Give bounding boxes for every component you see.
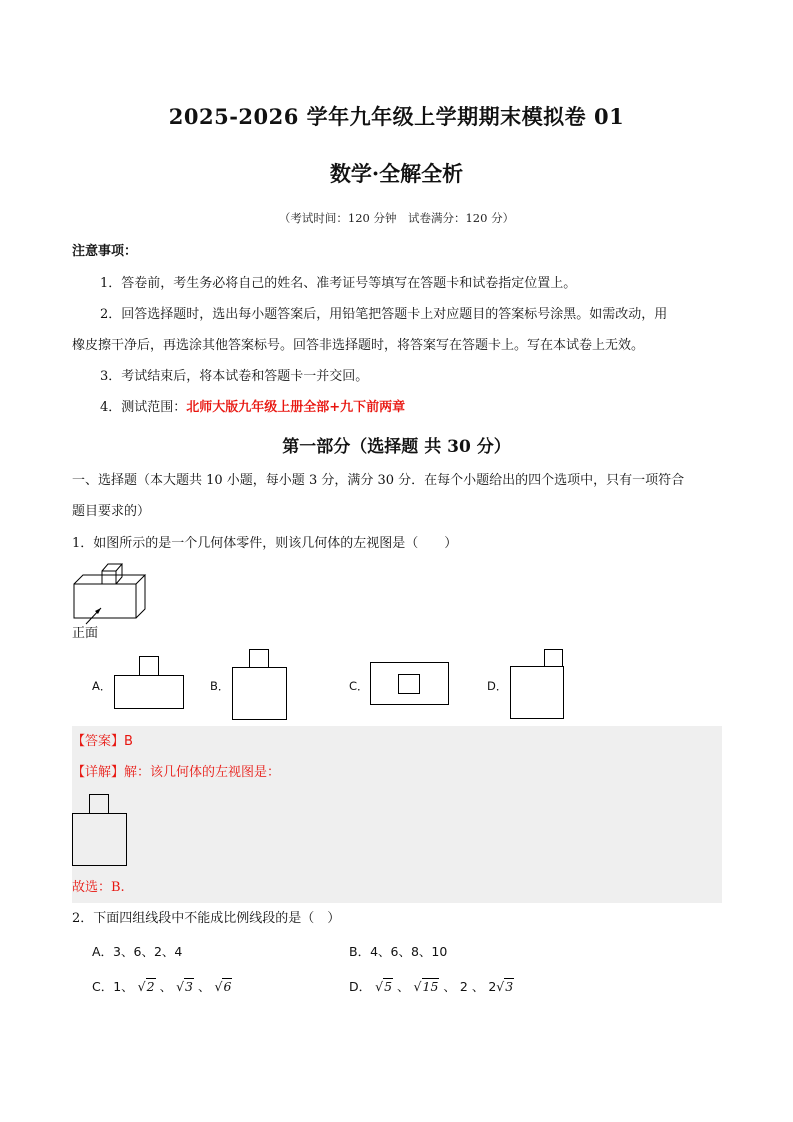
test-range: 北师大版九年级上册全部+九下前两章 [186, 400, 406, 415]
question-2-option-a: A．3、6、2、4 [92, 944, 183, 959]
sqrt-5: √5 [375, 979, 393, 994]
detail-text: 解：该几何体的左视图是： [124, 765, 281, 780]
note-item-4 [100, 398, 405, 418]
option-c-label: C． [349, 679, 369, 693]
answer-figure-base-square [72, 813, 127, 866]
section-title: 第一部分（选择题 共 30 分） [282, 437, 511, 457]
option-a-label: A． [92, 679, 112, 693]
section-instruction-line-1: 一、选择题（本大题共 10 小题，每小题 3 分，满分 30 分．在每个小题给出的四个选项中，只有一项符合 [72, 473, 685, 488]
option-a-top-square [139, 656, 159, 676]
detail-line [72, 763, 280, 783]
front-view-label: 正面 [72, 626, 99, 641]
sqrt-3: √3 [176, 979, 193, 994]
plain-2: 2 [459, 979, 468, 994]
note-item-2-line-1: 2．回答选择题时，选出每小题答案后，用铅笔把答题卡上对应题目的答案标号涂黑。如需改动，用 [100, 307, 668, 322]
question-1-text: 1．如图所示的是一个几何体零件，则该几何体的左视图是（ ） [72, 536, 458, 551]
page-subtitle: 数学·全解全析 [329, 161, 464, 186]
exam-meta: （考试时间：120 分钟 试卷满分：120 分） [278, 211, 515, 225]
option-d-prefix: D． [349, 979, 372, 994]
detail-tag: 【详解】 [72, 765, 125, 780]
sqrt-2: √2 [137, 979, 155, 994]
option-b-base-square [232, 667, 287, 720]
note-item-2-line-2: 橡皮擦干净后，再选涂其他答案标号。回答非选择题时，将答案写在答题卡上。写在本试卷上无效。 [72, 338, 645, 353]
note-item-1: 1．答卷前，考生务必将自己的姓名、准考证号等填写在答题卡和试卷指定位置上。 [100, 276, 577, 291]
option-b-top-square [249, 649, 269, 668]
option-b-label: B． [210, 679, 230, 693]
option-c-inner-square [398, 674, 420, 694]
notes-heading: 注意事项： [72, 244, 138, 259]
two-sqrt-3: 2√3 [488, 979, 514, 994]
question-2-option-b: B．4、6、8、10 [349, 944, 448, 959]
option-a-base-rect [114, 675, 184, 709]
option-d-base-square [510, 666, 564, 719]
section-instruction-line-2: 题目要求的） [72, 504, 151, 519]
answer-conclusion: 故选：B. [72, 880, 125, 895]
question-2-text: 2．下面四组线段中不能成比例线段的是（ ） [72, 911, 341, 926]
answer-box [72, 726, 722, 903]
option-d-top-square [544, 649, 563, 667]
option-d-label: D． [487, 679, 508, 693]
sqrt-15: √15 [413, 979, 439, 994]
answer-text: 【答案】B [72, 734, 133, 749]
answer-figure-top-square [89, 794, 109, 814]
question-2-option-d: D． √5 、 √15 、 2 、 2√3 [349, 979, 514, 994]
note-item-4-prefix: 4．测试范围： [100, 400, 187, 415]
option-c-prefix: C．1、 [92, 979, 134, 994]
sqrt-6: √6 [214, 979, 232, 994]
page-title: 2025-2026 学年九年级上学期期末模拟卷 01 [168, 104, 625, 129]
question-2-option-c: C．1、 √2 、 √3 、 √6 [92, 979, 232, 994]
note-item-3: 3．考试结束后，将本试卷和答题卡一并交回。 [100, 369, 369, 384]
